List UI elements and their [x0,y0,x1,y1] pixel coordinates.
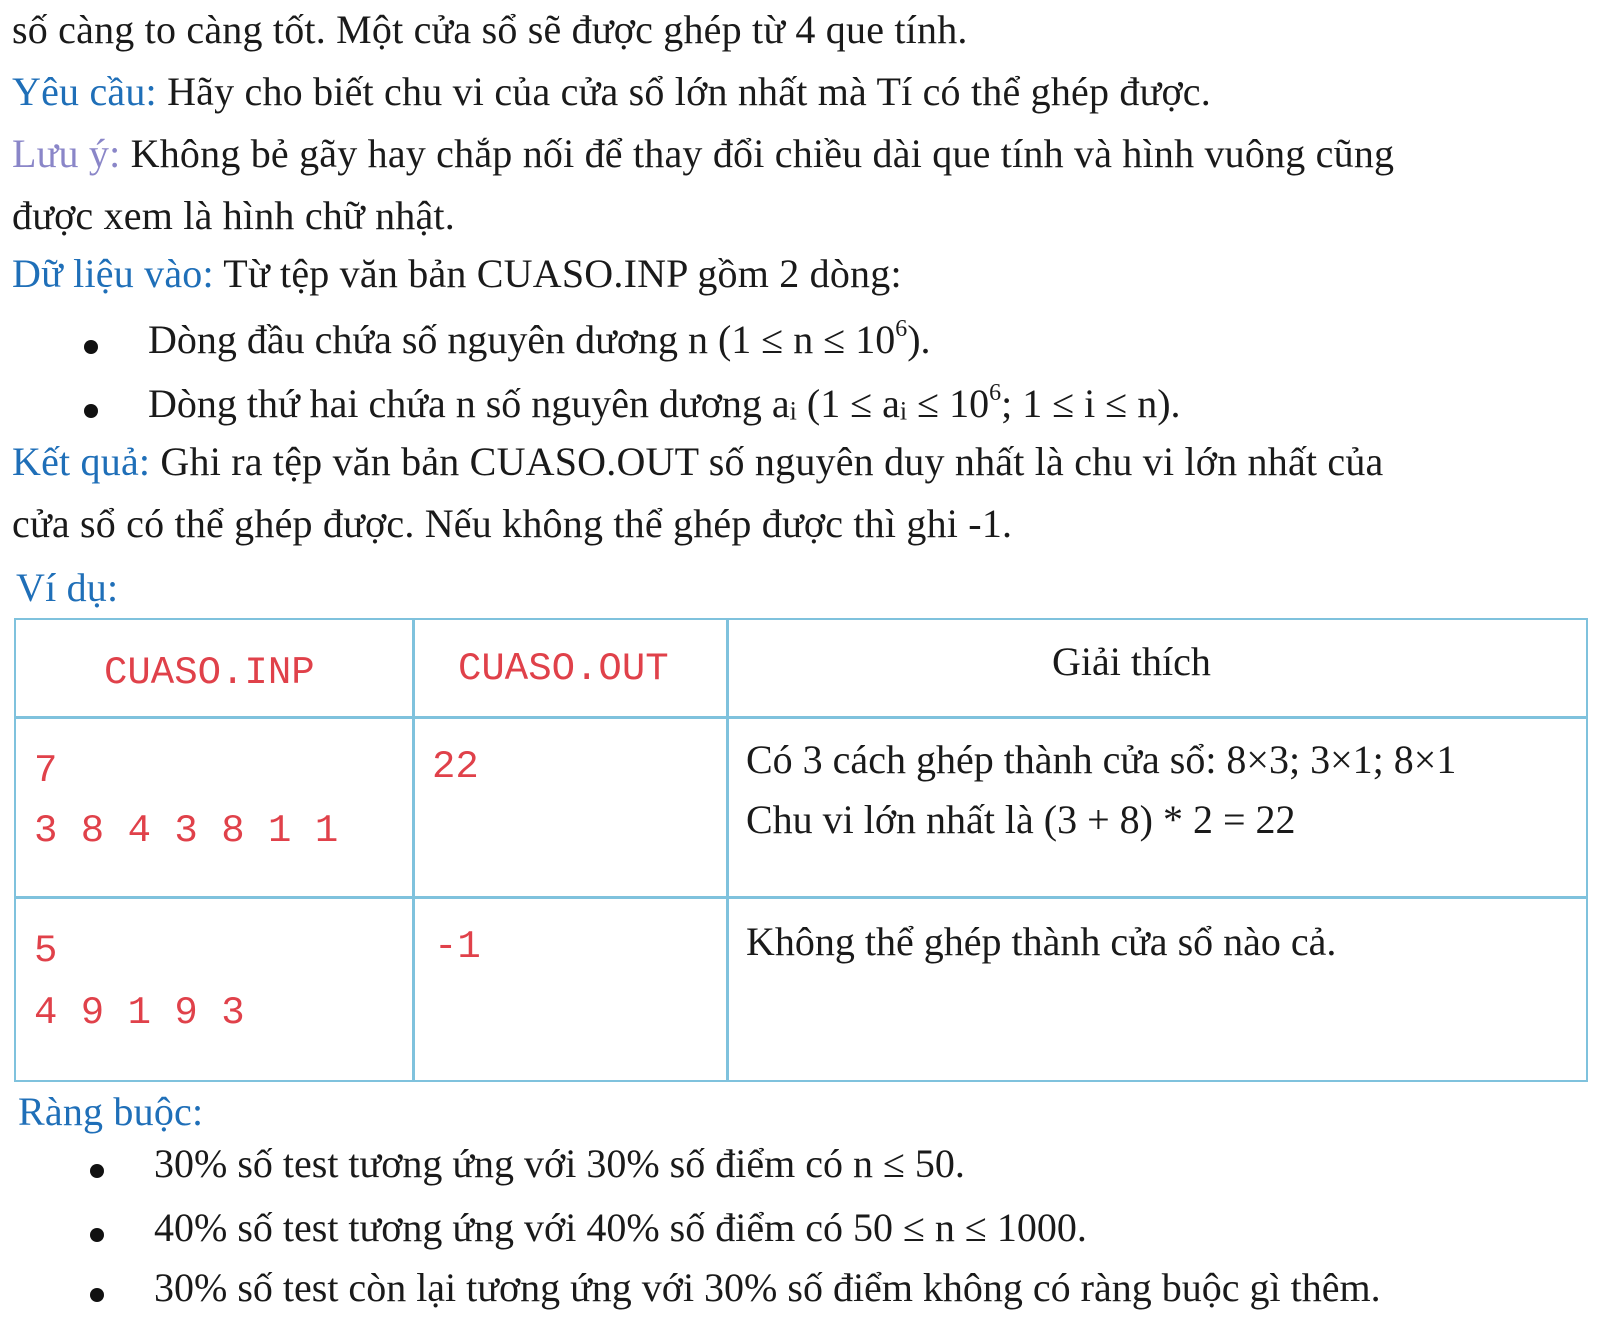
example-label: Ví dụ: [16,565,119,610]
table-divider [16,896,1586,899]
bullet-icon [90,1164,104,1178]
row2-inp-line2: 4 9 1 9 3 [34,991,245,1035]
input-bullet-2-sub: i [899,396,908,426]
row2-out: -1 [434,925,481,969]
table-divider [16,716,1586,719]
output-section-label: Kết quả: [12,439,151,484]
note-line-1 [12,132,1394,176]
constraint-item: 30% số test còn lại tương ứng với 30% số điểm không có ràng buộc gì thêm. [154,1265,1381,1310]
input-section-line [12,252,902,296]
requirement-label: Yêu cầu: [12,69,157,114]
input-bullet-2-post: ; 1 ≤ i ≤ n). [1001,381,1181,426]
output-section-line-1 [12,440,1384,484]
note-label: Lưu ý: [12,131,121,176]
row1-out: 22 [432,745,479,789]
table-header-inp: CUASO.INP [104,651,315,695]
input-bullet-1-sup: 6 [895,316,908,343]
input-bullet-2 [148,382,1181,426]
note-line-2: được xem là hình chữ nhật. [12,193,455,238]
input-bullet-2-sub: i [789,396,797,426]
table-header-out: CUASO.OUT [458,647,669,691]
input-bullet-2-mid: ≤ 10 [907,381,990,426]
output-section-line-2: cửa sổ có thể ghép được. Nếu không thể ghép được thì ghi -1. [12,501,1013,546]
output-section-text-1: Ghi ra tệp văn bản CUASO.OUT số nguyên duy nhất là chu vi lớn nhất của [150,439,1384,484]
constraints-label: Ràng buộc: [18,1089,204,1134]
requirement-text: Hãy cho biết chu vi của cửa sổ lớn nhất mà Tí có thể ghép được. [156,69,1211,114]
row2-explain-line1: Không thể ghép thành cửa sổ nào cả. [746,919,1337,964]
input-bullet-2-text: Dòng thứ hai chứa n số nguyên dương a [148,381,790,426]
constraint-item: 30% số test tương ứng với 30% số điểm có n ≤ 50. [154,1141,965,1186]
input-bullet-1-post: ). [907,317,931,362]
bullet-icon [84,404,98,418]
input-bullet-2-sup: 6 [989,380,1002,407]
note-text-1: Không bẻ gãy hay chắp nối để thay đổi chiều dài que tính và hình vuông cũng [120,131,1395,176]
row2-inp-line1: 5 [34,929,58,973]
bullet-icon [90,1228,104,1242]
input-bullet-1-text: Dòng đầu chứa số nguyên dương n (1 ≤ n ≤ 10 [148,317,896,362]
input-bullet-2-mid: (1 ≤ a [796,381,900,426]
row1-explain-line1: Có 3 cách ghép thành cửa sổ: 8×3; 3×1; 8×1 [746,737,1457,782]
row1-explain-line2: Chu vi lớn nhất là (3 + 8) * 2 = 22 [746,797,1296,842]
bullet-icon [90,1288,104,1302]
row1-inp-line2: 3 8 4 3 8 1 1 [34,809,339,853]
input-bullet-1 [148,318,931,362]
constraint-item: 40% số test tương ứng với 40% số điểm có 50 ≤ n ≤ 1000. [154,1205,1087,1250]
table-divider [726,620,729,1080]
intro-line: số càng to càng tốt. Một cửa sổ sẽ được ghép từ 4 que tính. [12,7,968,52]
table-header-explain: Giải thích [1052,639,1211,684]
input-section-text: Từ tệp văn bản CUASO.INP gồm 2 dòng: [213,251,902,296]
bullet-icon [84,340,98,354]
example-table [14,618,1588,1082]
row1-inp-line1: 7 [34,749,58,793]
requirement-line [12,70,1211,114]
table-divider [412,620,415,1080]
input-section-label: Dữ liệu vào: [12,251,214,296]
